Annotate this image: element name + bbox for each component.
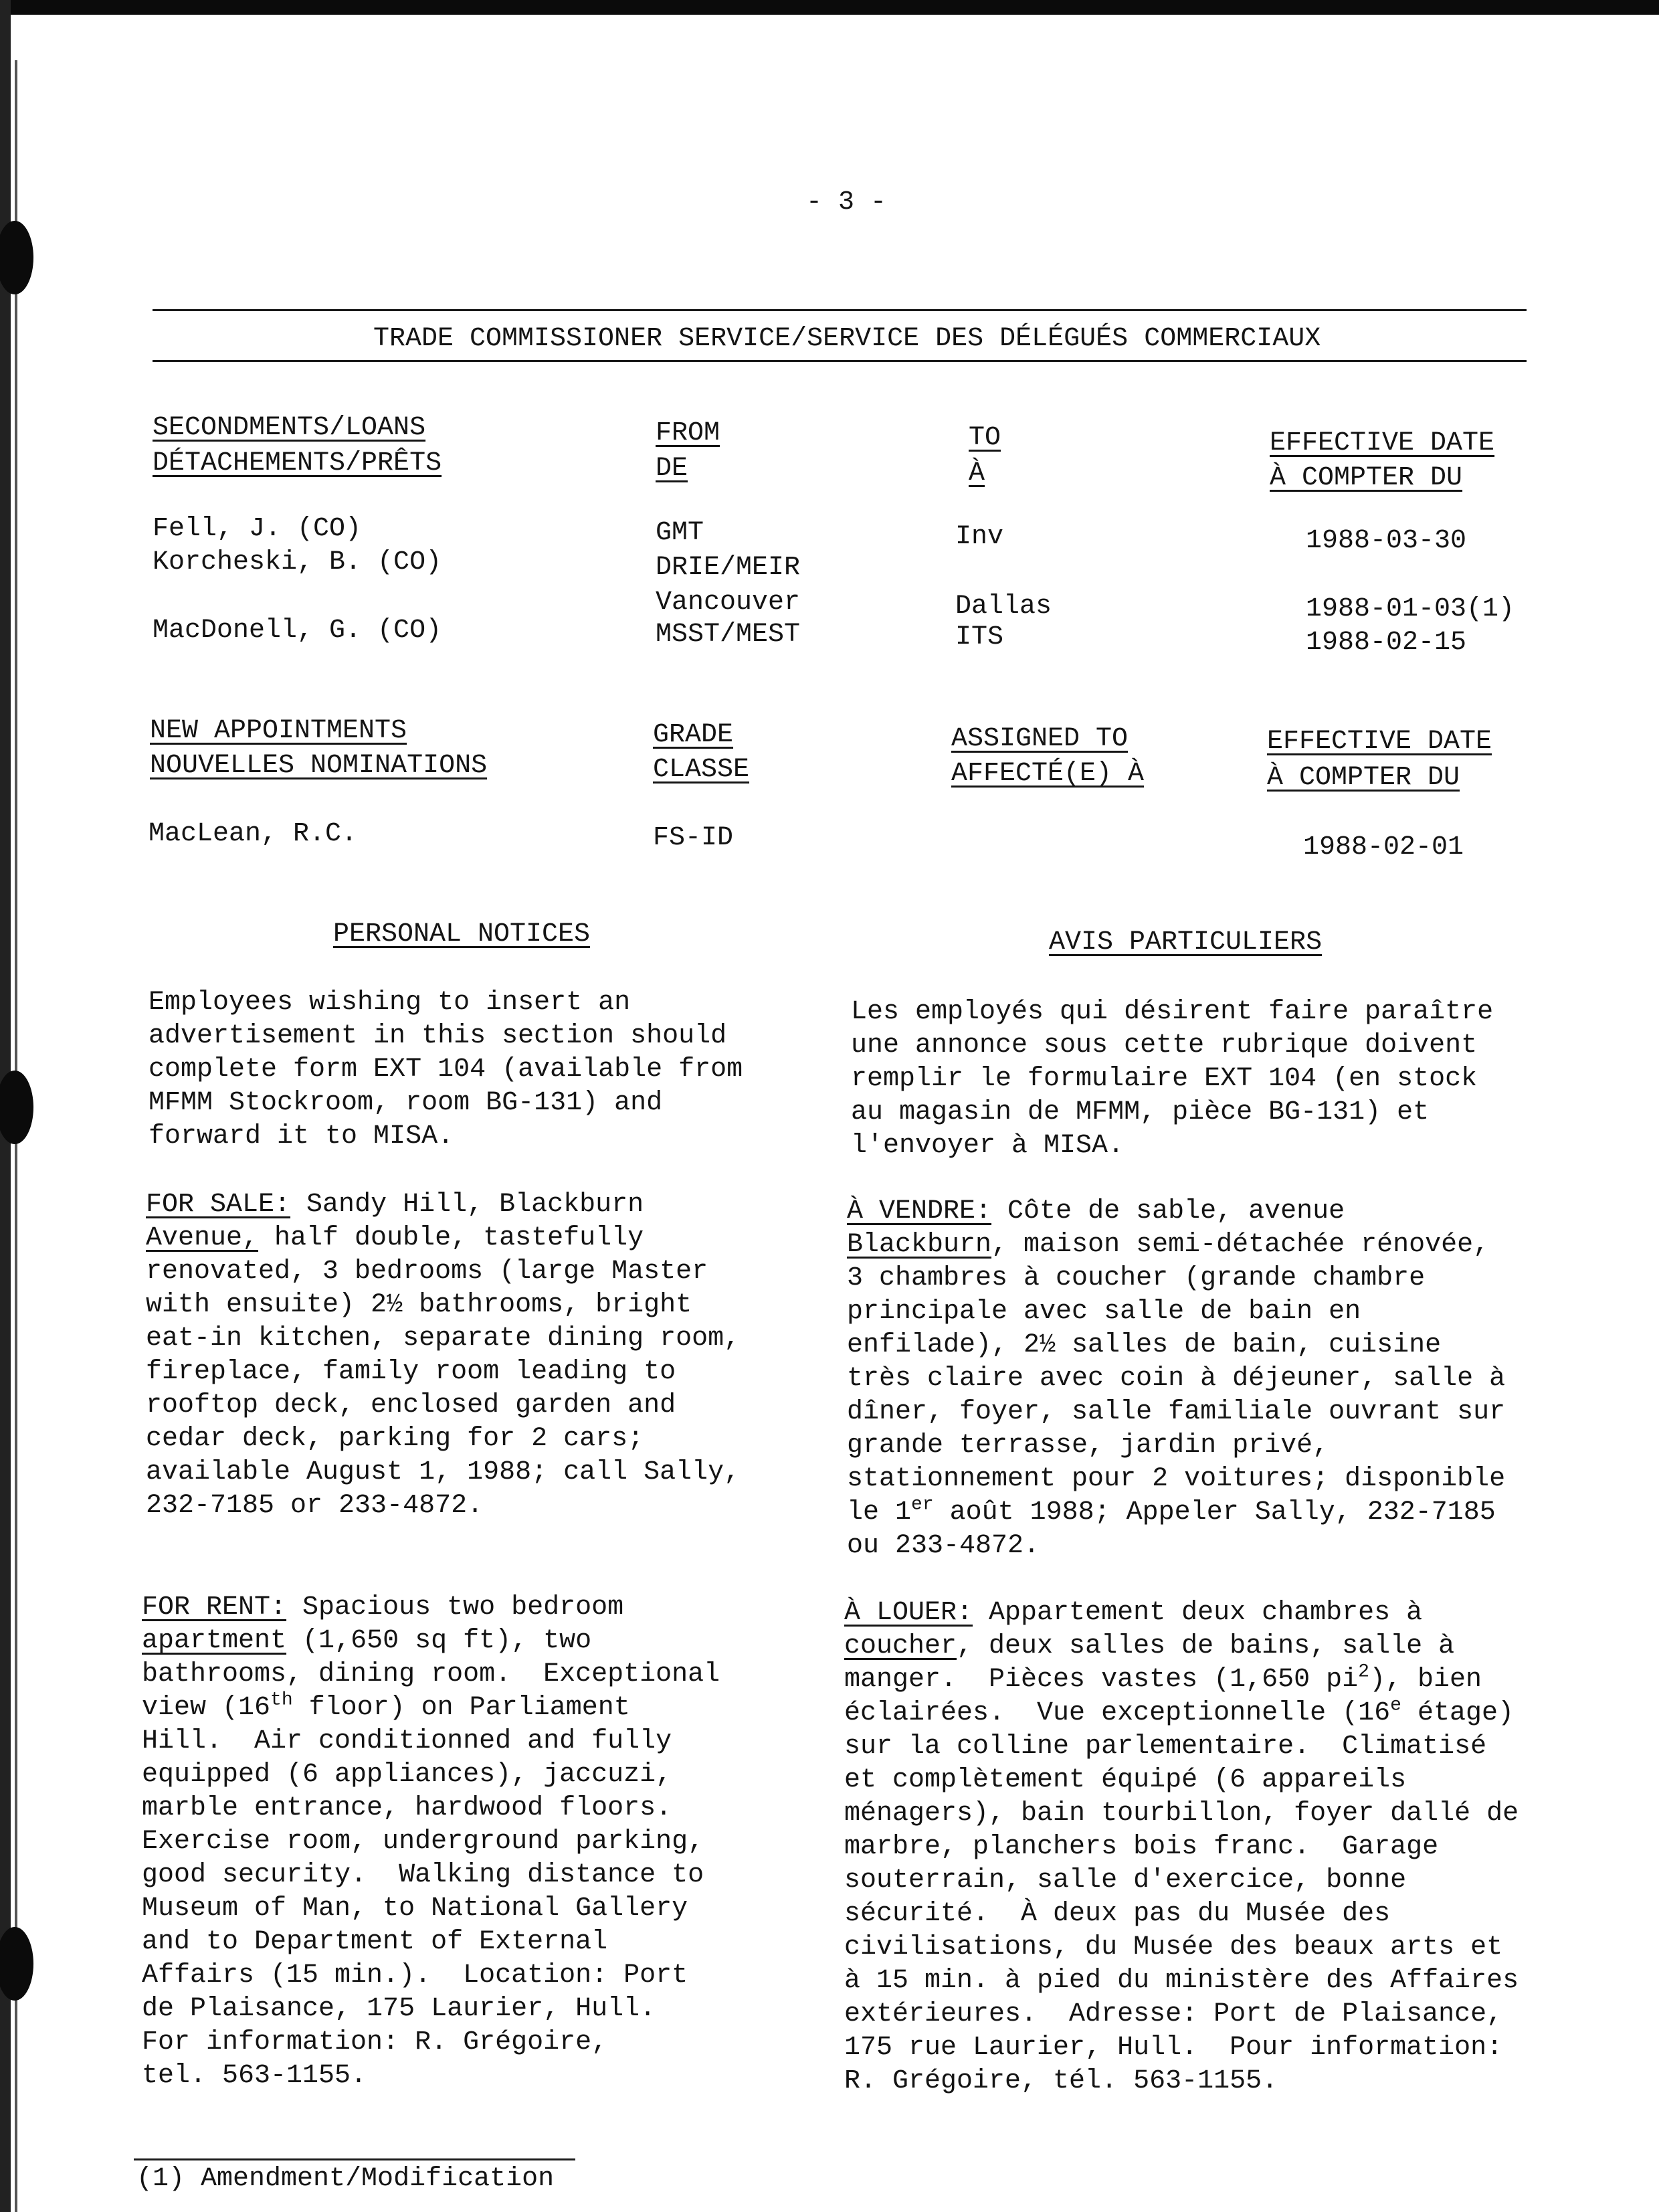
table-row-name: Fell, J. (CO) — [153, 514, 362, 544]
title-rule-bottom — [153, 360, 1527, 362]
text-line — [844, 1663, 1519, 1697]
text-span: Spacious two bedroom — [286, 1592, 624, 1623]
table-row-name: MacLean, R.C. — [149, 819, 358, 849]
text-span: éclairées. Vue exceptionnelle (16 — [844, 1698, 1391, 1728]
to-header-en: TO — [969, 423, 1001, 453]
text-line: sur la colline parlementaire. Climatisé — [844, 1732, 1487, 1762]
superscript: 2 — [1358, 1661, 1369, 1683]
text-line: Affairs (15 min.). Location: Port — [142, 1960, 688, 1991]
text-line: enfilade), 2½ salles de bain, cuisine — [847, 1330, 1442, 1360]
text-line: 232-7185 or 233-4872. — [146, 1491, 484, 1521]
personal-notices-heading: PERSONAL NOTICES — [333, 919, 591, 949]
text-line — [142, 1625, 720, 1658]
text-line: marbre, planchers bois franc. Garage — [844, 1832, 1439, 1862]
table-row-name: Korcheski, B. (CO) — [153, 547, 442, 577]
to-header-fr: À — [969, 458, 985, 488]
text-line — [844, 1596, 1519, 1630]
date-header-fr: À COMPTER DU — [1270, 463, 1463, 493]
text-span: view (16 — [142, 1693, 271, 1723]
table-row-from: GMT — [656, 518, 704, 548]
text-line: Employees wishing to insert an — [149, 988, 631, 1018]
for-rent-label: FOR RENT: — [142, 1592, 287, 1623]
assigned-header-en: ASSIGNED TO — [951, 724, 1129, 754]
scan-top-edge — [0, 0, 1659, 15]
text-line: civilisations, du Musée des beaux arts et — [844, 1932, 1503, 1962]
text-span: le 1 — [847, 1497, 912, 1528]
secondments-header-en: SECONDMENTS/LOANS — [153, 413, 426, 443]
table-row-date: 1988-03-30 — [1306, 526, 1467, 556]
text-line: tel. 563-1155. — [142, 2061, 367, 2091]
footnote: (1) Amendment/Modification — [136, 2164, 555, 2194]
text-line: cedar deck, parking for 2 cars; — [146, 1424, 644, 1454]
secondments-header-fr: DÉTACHEMENTS/PRÊTS — [153, 448, 442, 478]
text-span: apartment — [142, 1626, 287, 1656]
from-header-en: FROM — [656, 418, 720, 448]
text-span: coucher — [844, 1631, 957, 1661]
appt-date-header-fr: À COMPTER DU — [1267, 763, 1460, 793]
text-line: à 15 min. à pied du ministère des Affaires — [844, 1966, 1519, 1996]
table-row-to: ITS — [955, 622, 1004, 652]
text-line: remplir le formulaire EXT 104 (en stock — [851, 1064, 1478, 1094]
text-line: Hill. Air conditionned and fully — [142, 1726, 672, 1756]
text-line — [844, 1697, 1519, 1730]
text-line: 3 chambres à coucher (grande chambre — [847, 1263, 1426, 1293]
personal-notices-intro — [149, 986, 743, 1154]
text-line: très claire avec coin à déjeuner, salle à — [847, 1364, 1506, 1394]
table-row-from: DRIE/MEIR — [656, 553, 801, 583]
text-line: ou 233-4872. — [847, 1531, 1040, 1561]
text-line: Les employés qui désirent faire paraître — [851, 997, 1494, 1027]
text-line: fireplace, family room leading to — [146, 1357, 676, 1387]
text-line: sécurité. À deux pas du Musée des — [844, 1899, 1391, 1929]
text-line: 175 rue Laurier, Hull. Pour information: — [844, 2033, 1503, 2063]
text-line: au magasin de MFMM, pièce BG-131) et — [851, 1097, 1430, 1127]
date-header-en: EFFECTIVE DATE — [1270, 428, 1495, 458]
appointments-header-en: NEW APPOINTMENTS — [150, 716, 407, 746]
grade-header-en: GRADE — [653, 720, 734, 750]
text-line: equipped (6 appliances), jaccuzi, — [142, 1760, 672, 1790]
text-line — [146, 1222, 740, 1255]
assigned-header-fr: AFFECTÉ(E) À — [951, 759, 1145, 789]
text-span: étage) — [1401, 1698, 1514, 1728]
text-line: et complètement équipé (6 appareils — [844, 1765, 1407, 1795]
text-span: Avenue, — [146, 1223, 259, 1253]
table-row-date: 1988-01-03(1) — [1306, 594, 1515, 624]
for-sale-notice — [146, 1188, 740, 1523]
table-row-date: 1988-02-01 — [1303, 832, 1464, 862]
text-line: ménagers), bain tourbillon, foyer dallé de — [844, 1799, 1519, 1829]
text-line: available August 1, 1988; call Sally, — [146, 1457, 741, 1487]
a-louer-notice — [844, 1596, 1519, 2098]
text-line: MFMM Stockroom, room BG-131) and — [149, 1088, 663, 1118]
text-line: grande terrasse, jardin privé, — [847, 1431, 1329, 1461]
table-row-to: Dallas — [955, 591, 1052, 622]
grade-header-fr: CLASSE — [653, 755, 750, 785]
binder-hole-1 — [0, 221, 33, 294]
table-row-from: Vancouver — [656, 587, 801, 618]
text-line: eat-in kitchen, separate dining room, — [146, 1323, 741, 1354]
table-row-grade: FS-ID — [653, 823, 734, 853]
avis-intro — [851, 996, 1493, 1163]
binder-hole-2 — [0, 1071, 33, 1144]
text-line: l'envoyer à MISA. — [851, 1131, 1125, 1161]
a-vendre-notice — [847, 1195, 1505, 1563]
text-line: Museum of Man, to National Gallery — [142, 1894, 688, 1924]
superscript: er — [911, 1494, 934, 1515]
appointments-header-fr: NOUVELLES NOMINATIONS — [150, 751, 488, 781]
text-line: R. Grégoire, tél. 563-1155. — [844, 2066, 1278, 2096]
text-line: marble entrance, hardwood floors. — [142, 1793, 672, 1823]
text-line: dîner, foyer, salle familiale ouvrant sur — [847, 1397, 1506, 1427]
table-row-from: MSST/MEST — [656, 620, 801, 650]
text-span: Sandy Hill, Blackburn — [290, 1190, 644, 1220]
text-span: Blackburn — [847, 1230, 992, 1260]
text-line — [142, 1591, 720, 1625]
text-span: , deux salles de bains, salle à — [957, 1631, 1455, 1661]
superscript: th — [270, 1689, 293, 1711]
text-line: une annonce sous cette rubrique doivent — [851, 1030, 1478, 1061]
text-span: août 1988; Appeler Sally, 232-7185 — [933, 1497, 1496, 1528]
text-line: souterrain, salle d'exercice, bonne — [844, 1865, 1407, 1896]
text-line: de Plaisance, 175 Laurier, Hull. — [142, 1994, 656, 2024]
text-line: Exercise room, underground parking, — [142, 1827, 704, 1857]
text-line — [146, 1188, 740, 1222]
for-sale-label: FOR SALE: — [146, 1190, 291, 1220]
appt-date-header-en: EFFECTIVE DATE — [1267, 727, 1492, 757]
text-line — [847, 1195, 1505, 1228]
text-line — [847, 1228, 1505, 1262]
text-line: bathrooms, dining room. Exceptional — [142, 1659, 720, 1689]
text-line: stationnement pour 2 voitures; disponible — [847, 1464, 1506, 1494]
text-line — [844, 1630, 1519, 1663]
text-line: with ensuite) 2½ bathrooms, bright — [146, 1290, 692, 1320]
text-line: and to Department of External — [142, 1927, 608, 1957]
text-line: good security. Walking distance to — [142, 1860, 704, 1890]
for-rent-notice — [142, 1591, 720, 2093]
page-number: - 3 - — [806, 187, 887, 217]
from-header-fr: DE — [656, 454, 688, 484]
text-line: rooftop deck, enclosed garden and — [146, 1390, 676, 1420]
title-rule-top — [153, 309, 1527, 311]
text-line — [847, 1496, 1505, 1530]
text-span: ), bien — [1369, 1665, 1482, 1695]
text-line — [142, 1691, 720, 1725]
text-line: renovated, 3 bedrooms (large Master — [146, 1257, 708, 1287]
text-line: principale avec salle de bain en — [847, 1297, 1361, 1327]
table-row-date: 1988-02-15 — [1306, 628, 1467, 658]
a-louer-label: À LOUER: — [844, 1598, 973, 1628]
text-span: floor) on Parliament — [292, 1693, 630, 1723]
text-line: extérieures. Adresse: Port de Plaisance, — [844, 1999, 1503, 2029]
text-span: manger. Pièces vastes (1,650 pi — [844, 1665, 1359, 1695]
avis-particuliers-heading: AVIS PARTICULIERS — [1049, 927, 1323, 957]
text-line: For information: R. Grégoire, — [142, 2027, 608, 2057]
superscript: e — [1390, 1695, 1401, 1716]
text-span: half double, tastefully — [258, 1223, 644, 1253]
footnote-rule — [134, 2158, 575, 2160]
binder-hole-3 — [0, 1927, 33, 2001]
a-vendre-label: À VENDRE: — [847, 1196, 992, 1226]
text-span: Côte de sable, avenue — [991, 1196, 1345, 1226]
text-span: , maison semi-détachée rénovée, — [991, 1230, 1490, 1260]
table-row-name: MacDonell, G. (CO) — [153, 616, 442, 646]
text-span: (1,650 sq ft), two — [286, 1626, 592, 1656]
text-line: forward it to MISA. — [149, 1121, 454, 1151]
text-line: complete form EXT 104 (available from — [149, 1054, 743, 1085]
text-line: advertisement in this section should — [149, 1021, 727, 1051]
section-title: TRADE COMMISSIONER SERVICE/SERVICE DES DÉLÉGUÉS COMMERCIAUX — [373, 324, 1321, 354]
text-span: Appartement deux chambres à — [973, 1598, 1423, 1628]
table-row-to: Inv — [955, 522, 1004, 552]
